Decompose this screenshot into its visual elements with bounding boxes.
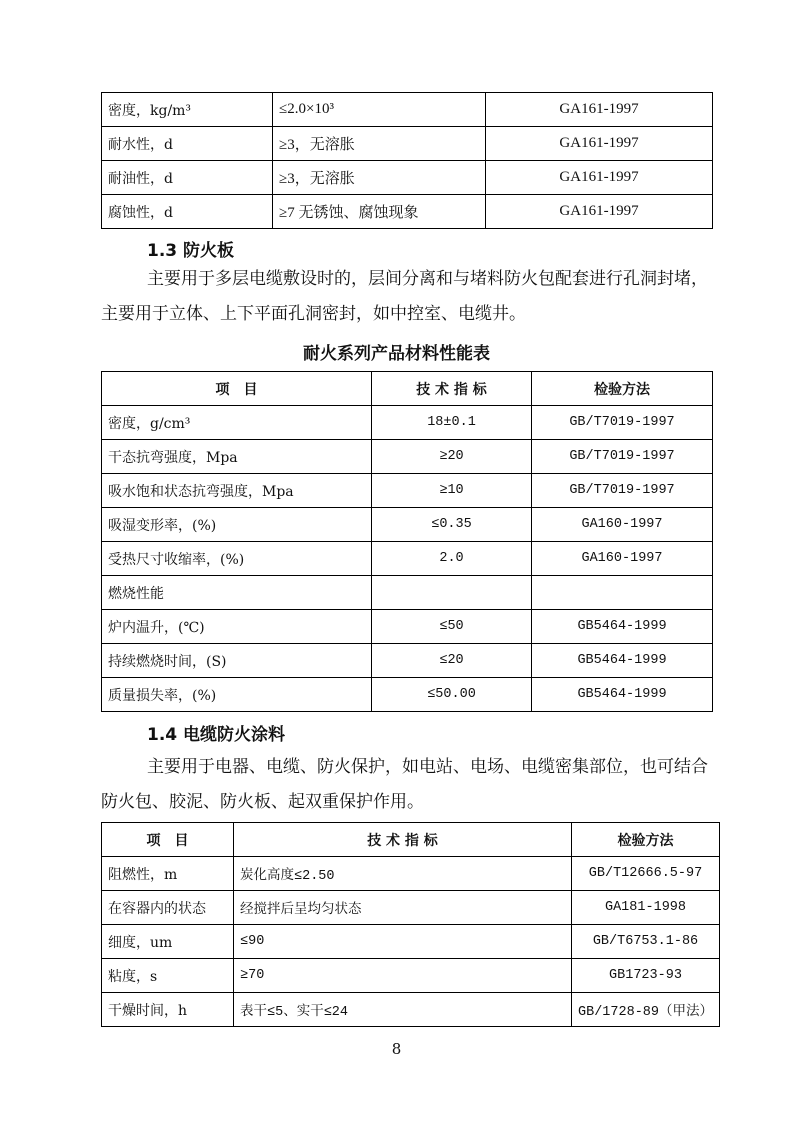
method-cell: GB1723-93 [572,959,720,993]
method-cell: GB/T7019-1997 [532,474,713,508]
spec-cell: ≥3，无溶胀 [273,127,486,161]
method-cell: GB5464-1999 [532,610,713,644]
spec-cell: 经搅拌后呈均匀状态 [234,891,572,925]
item-cell: 质量损失率，(%) [102,678,372,712]
spec-cell: ≥10 [372,474,532,508]
table-row [102,161,713,195]
table-row [102,508,713,542]
method-cell [532,576,713,610]
item-cell: 炉内温升，(℃) [102,610,372,644]
method-cell: GB/T6753.1-86 [572,925,720,959]
spec-cell: ≤50.00 [372,678,532,712]
spec-cell: ≤50 [372,610,532,644]
section-paragraph-1-4: 主要用于电器、电缆、防火保护，如电站、电场、电缆密集部位，也可结合防火包、胶泥、防火板、起双重保护作用。 [101,757,708,812]
table-row [102,959,720,993]
table-header-row [102,823,720,857]
spec-cell: ≥3，无溶胀 [273,161,486,195]
table-row [102,925,720,959]
table-row [102,406,713,440]
item-cell: 持续燃烧时间，(S) [102,644,372,678]
section-paragraph-1-3: 主要用于多层电缆敷设时的，层间分离和与堵料防火包配套进行孔洞封堵，主要用于立体、上下平面孔洞密封，如中控室、电缆井。 [101,269,708,324]
table-row [102,891,720,925]
table-row [102,440,713,474]
header-item: 项 目 [102,372,372,406]
item-cell: 密度，g/cm³ [102,406,372,440]
item-cell: 耐水性，d [102,127,273,161]
method-cell: GB5464-1999 [532,678,713,712]
method-cell: GB5464-1999 [532,644,713,678]
method-cell: GA161-1997 [486,195,713,229]
spec-cell: ≤0.35 [372,508,532,542]
table-title: 耐火系列产品材料性能表 [303,344,490,364]
table-row [102,993,720,1027]
method-cell: GB/T7019-1997 [532,406,713,440]
header-method: 检验方法 [532,372,713,406]
method-cell: GB/T7019-1997 [532,440,713,474]
spec-cell: ≥7 无锈蚀、腐蚀现象 [273,195,486,229]
header-method: 检验方法 [572,823,720,857]
table-row [102,127,713,161]
item-cell: 耐油性，d [102,161,273,195]
spec-cell: 炭化高度≤2.50 [234,857,572,891]
method-cell: GA161-1997 [486,93,713,127]
spec-cell: ≤90 [234,925,572,959]
section-heading-1-4: 1.4 电缆防火涂料 [147,725,286,745]
method-cell: GA160-1997 [532,542,713,576]
header-spec: 技 术 指 标 [372,372,532,406]
table-row [102,857,720,891]
header-item: 项 目 [102,823,234,857]
method-cell: GA160-1997 [532,508,713,542]
item-cell: 腐蚀性，d [102,195,273,229]
item-cell: 细度，um [102,925,234,959]
spec-cell: ≥70 [234,959,572,993]
table-header-row [102,372,713,406]
spec-cell: 2.0 [372,542,532,576]
item-cell: 受热尺寸收缩率，(%) [102,542,372,576]
table-row [102,610,713,644]
item-cell: 干燥时间，h [102,993,234,1027]
item-cell: 阻燃性，m [102,857,234,891]
properties-table-3 [101,822,720,1027]
method-cell: GA161-1997 [486,161,713,195]
table-row [102,542,713,576]
table-row [102,93,713,127]
item-cell: 在容器内的状态 [102,891,234,925]
table-row [102,474,713,508]
spec-cell: 表干≤5、实干≤24 [234,993,572,1027]
method-cell: GA161-1997 [486,127,713,161]
item-cell: 燃烧性能 [102,576,372,610]
item-cell: 密度，kg/m³ [102,93,273,127]
spec-cell: ≤2.0×10³ [273,93,486,127]
spec-cell: ≤20 [372,644,532,678]
item-cell: 吸水饱和状态抗弯强度，Mpa [102,474,372,508]
item-cell: 吸湿变形率，(%) [102,508,372,542]
table-row [102,644,713,678]
spec-cell: ≥20 [372,440,532,474]
section-heading-1-3: 1.3 防火板 [147,241,235,261]
item-cell: 粘度，s [102,959,234,993]
method-cell: GB/1728-89（甲法） [572,993,720,1027]
header-spec: 技 术 指 标 [234,823,572,857]
spec-cell: 18±0.1 [372,406,532,440]
method-cell: GA181-1998 [572,891,720,925]
method-cell: GB/T12666.5-97 [572,857,720,891]
table-row [102,576,713,610]
properties-table-1 [101,92,713,229]
spec-cell [372,576,532,610]
properties-table-2 [101,371,713,712]
item-cell: 干态抗弯强度，Mpa [102,440,372,474]
table-row [102,195,713,229]
table-row [102,678,713,712]
page-number: 8 [391,1040,402,1058]
